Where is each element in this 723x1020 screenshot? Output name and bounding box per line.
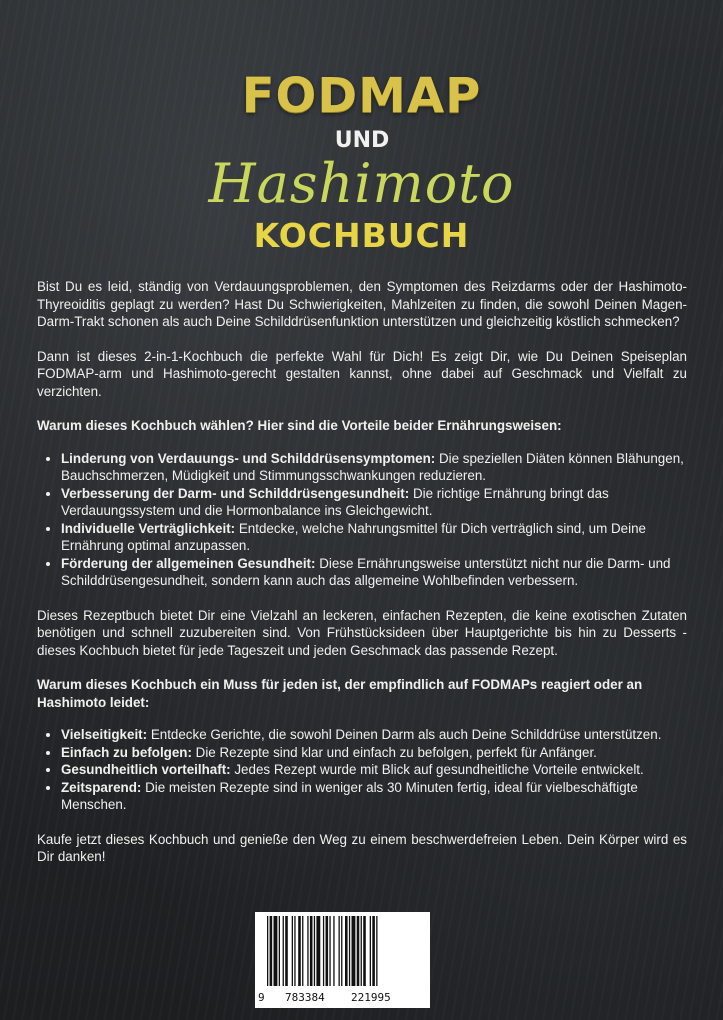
list-item-label: Zeitsparend: [61,779,142,795]
barcode-bar [298,916,301,986]
list-item-label: Einfach zu befolgen: [61,744,192,760]
list-item-text: Diese Ernährungsweise unterstützt nicht nur die Darm- und Schilddrüsengesundheit, sondern kann auch das allgemeine Wohlbefinden verbessern. [61,555,671,588]
barcode-group-2: 221995 [351,991,391,1004]
barcode-bar [333,916,334,986]
recipes-paragraph: Dieses Rezeptbuch bietet Dir eine Vielzahl an leckeren, einfachen Rezepten, die keine exotischen Zutaten benötigen und schnell zuzubereiten sind. Von Frühstücksideen über Hauptgerichte bis hin zu Desserts - dieses Kochbuch bietet für jede Tageszeit und jeden Geschmack das passende Rezept. [37,607,687,658]
barcode-digit-first: 9 [258,991,265,1004]
title-fodmap: FODMAP [241,68,482,124]
barcode-bar [283,916,284,986]
barcode [255,912,430,1008]
barcode-bar [339,916,340,986]
list-item-label: Linderung von Verdauungs- und Schilddrüsensymptomen: [61,450,436,466]
list-item [61,779,687,814]
list-item-text: Entdecke, welche Nahrungsmittel für Dich verträglich sind, um Deine Ernährung optimal anzupassen. [61,520,646,553]
must-have-heading: Warum dieses Kochbuch ein Muss für jeden ist, der empfindlich auf FODMAPs reagiert oder an Hashimoto leidet: [37,677,643,710]
barcode-bar [302,916,303,986]
list-item [61,761,687,779]
list-item [61,485,687,520]
list-item-label: Verbesserung der Darm- und Schilddrüsengesundheit: [61,485,410,501]
list-item [61,555,687,590]
barcode-bar [357,916,360,986]
list-item [61,726,687,744]
barcode-bar [292,916,293,986]
barcode-bar [352,916,356,986]
list-item [61,744,687,762]
list-item-text: Die speziellen Diäten können Blähungen, Bauchschmerzen, Müdigkeit und Stimmungsschwankungen reduzieren. [61,450,684,483]
list-item-text: Die richtige Ernährung bringt das Verdauungssystem und die Hormonbalance ins Gleichgewicht. [61,485,609,518]
barcode-bar [314,916,315,986]
list-item [61,450,687,485]
list-item-label: Förderung der allgemeinen Gesundheit: [61,555,316,571]
title-kochbuch: KOCHBUCH [253,216,470,255]
barcode-bar [316,916,320,986]
intro-paragraph-2: Dann ist dieses 2-in-1-Kochbuch die perfekte Wahl für Dich! Es zeigt Dir, wie Du Deinen Speiseplan FODMAP-arm und Hashimoto-gerecht gestalten kannst, ohne dabei auf Geschmack und Vielfalt zu verzichten. [37,348,687,399]
barcode-bar [326,916,329,986]
barcode-bar [329,916,330,986]
barcode-bar [363,916,366,986]
blurb [37,278,687,883]
barcode-bar [274,916,278,986]
barcode-bar [361,916,362,986]
barcode-bar [341,916,342,986]
list-item-label: Gesundheitlich vorteilhaft: [61,762,231,777]
list-item-label: Individuelle Verträglichkeit: [61,520,236,536]
barcode-bar [372,916,375,986]
barcode-group-1: 783384 [285,991,325,1004]
benefits-list [37,450,687,590]
barcode-bar [323,916,324,986]
barcode-bar [310,916,313,986]
list-item-text: Die meisten Rezepte sind in weniger als 30 Minuten fertig, ideal für vielbeschäftigte Menschen. [61,779,638,812]
barcode-bar [376,916,377,986]
list-item-text: Jedes Rezept wurde mit Blick auf gesundheitliche Vorteile entwickelt. [230,762,644,777]
title-hashimoto: Hashimoto [208,152,515,215]
barcode-bar [270,916,273,986]
title-block [0,68,723,258]
list-item-text: Entdecke Gerichte, die sowohl Deinen Darm als auch Deine Schilddrüse unterstützen. [147,727,662,742]
barcode-bar [307,916,308,986]
list-item-text: Die Rezepte sind klar und einfach zu befolgen, perfekt für Anfänger. [191,744,597,760]
must-have-list [37,726,687,814]
barcode-bars [255,912,430,992]
closing-paragraph: Kaufe jetzt dieses Kochbuch und genieße den Weg zu einem beschwerdefreien Leben. Dein Körper wird es Dir danken! [37,831,687,864]
barcode-bar [279,916,280,986]
title-und: UND [334,128,390,153]
barcode-bar [285,916,288,986]
barcode-bar [294,916,295,986]
list-item-label: Vielseitigkeit: [61,727,148,742]
barcode-bar [370,916,371,986]
intro-paragraph-1: Bist Du es leid, ständig von Verdauungsproblemen, den Symptomen des Reizdarms oder der Hashimoto-Thyreoiditis geplagt zu werden? Hast Du Schwierigkeiten, Mahlzeiten zu finden, die sowohl Deinen Magen-Darm-Trakt schonen als auch Deine Schilddrüsenfunktion unterstützen und gleichzeitig köstlich schmecken? [37,279,687,329]
barcode-bar [267,916,268,986]
list-item [61,520,687,555]
barcode-bar [345,916,348,986]
barcode-bar [349,916,350,986]
benefits-heading: Warum dieses Kochbuch wählen? Hier sind die Vorteile beider Ernährungsweisen: [37,418,562,433]
